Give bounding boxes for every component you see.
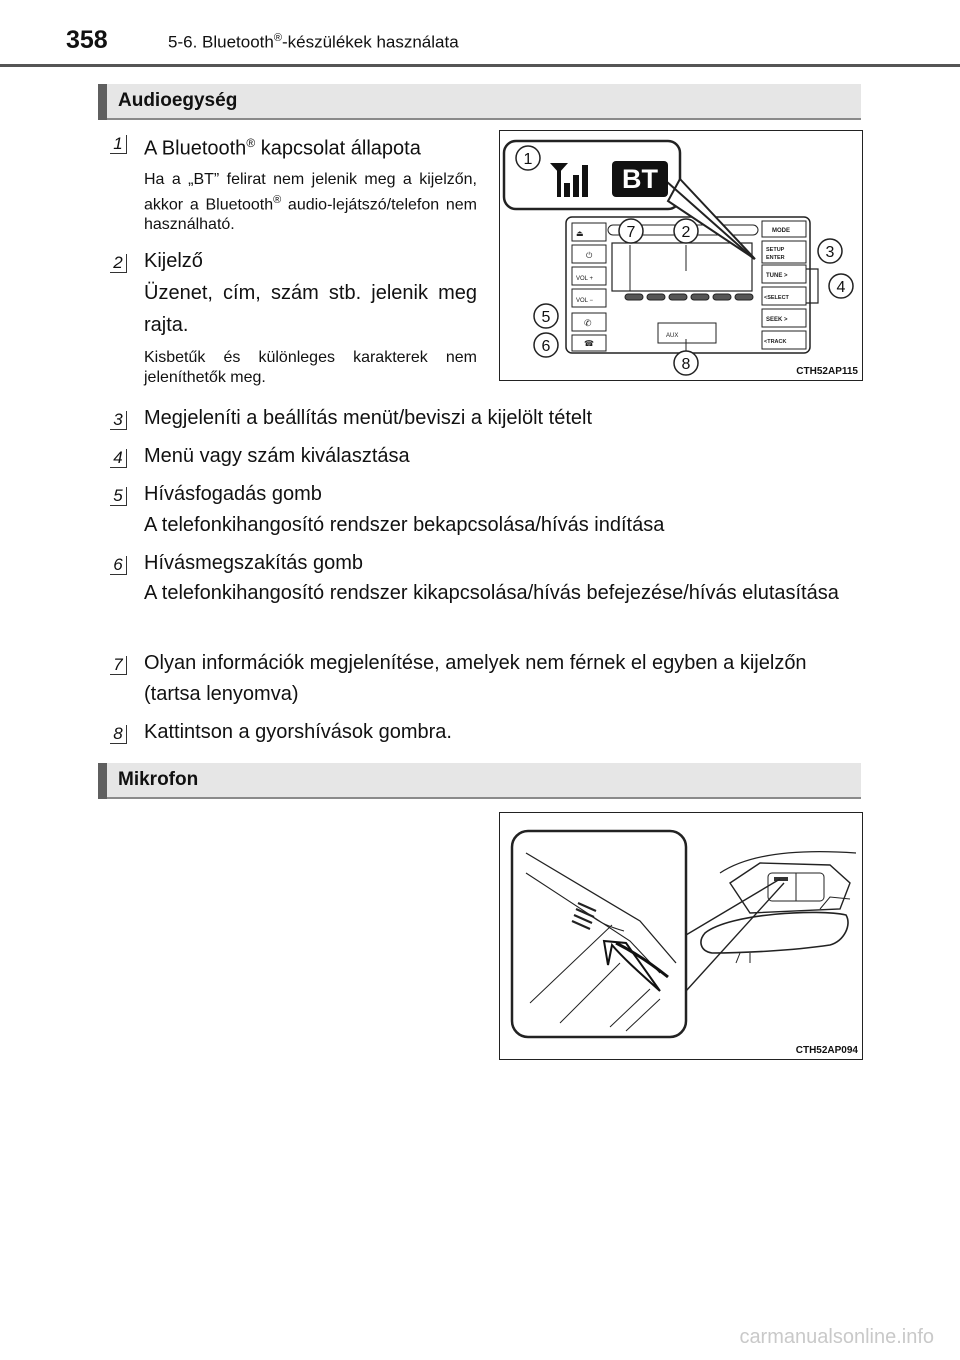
svg-text:VOL +: VOL +: [576, 276, 593, 282]
item-title: Olyan információk megjelenítése, amelyek nem férnek el egyben a kijelzőn (tartsa lenyomva): [144, 652, 807, 705]
svg-text:5: 5: [541, 309, 551, 326]
svg-text:1: 1: [523, 151, 533, 168]
figure-code: CTH52AP094: [795, 1045, 858, 1056]
svg-text:VOL −: VOL −: [576, 298, 593, 304]
watermark: carmanualsonline.info: [739, 1326, 934, 1348]
svg-text:MODE: MODE: [772, 228, 790, 234]
section-header-audio: [98, 84, 861, 120]
section-title: Audioegység: [118, 90, 238, 111]
item-number: 5: [110, 487, 127, 506]
item-title: Kattintson a gyorshívások gombra.: [144, 721, 452, 743]
svg-text:8: 8: [681, 356, 691, 373]
item-number: 7: [110, 656, 127, 675]
item-number: 2: [110, 254, 127, 273]
svg-text:3: 3: [825, 244, 835, 261]
svg-text:✆: ✆: [584, 318, 592, 328]
svg-text:<TRACK: <TRACK: [764, 339, 787, 345]
svg-text:4: 4: [836, 279, 846, 296]
svg-text:<SELECT: <SELECT: [764, 295, 789, 301]
svg-text:⏏: ⏏: [576, 229, 584, 238]
svg-text:2: 2: [681, 224, 691, 241]
page-number: 358: [66, 26, 108, 54]
svg-text:SEEK >: SEEK >: [766, 317, 788, 323]
chapter-title: 5-6. Bluetooth®-készülékek használata: [168, 32, 459, 52]
item-note: Ha a „BT” felirat nem jelenik meg a kijelzőn, akkor a Bluetooth® audio-lejátszó/telefon nem használható.: [144, 171, 477, 234]
section-accent: [98, 84, 107, 120]
svg-text:AUX: AUX: [666, 333, 679, 339]
svg-text:SETUP: SETUP: [766, 247, 785, 253]
svg-text:7: 7: [626, 224, 636, 241]
svg-text:TUNE >: TUNE >: [766, 273, 788, 279]
svg-text:⏻: ⏻: [586, 251, 593, 260]
item-number: 6: [110, 556, 127, 575]
header-rule: [0, 64, 960, 67]
item-title: Hívásfogadás gomb: [144, 483, 322, 505]
item-title: A Bluetooth® kapcsolat állapota: [144, 136, 421, 160]
item-description: Üzenet, cím, szám stb. jelenik meg rajta.: [144, 282, 477, 336]
item-note: Kisbetűk és különleges karakterek nem jeleníthetők meg.: [144, 349, 477, 386]
audio-unit-figure: [499, 130, 863, 381]
item-title: Menü vagy szám kiválasztása: [144, 445, 410, 467]
item-description: A telefonkihangosító rendszer bekapcsolása/hívás indítása: [144, 514, 665, 536]
microphone-figure: [499, 812, 863, 1060]
section-title: Mikrofon: [118, 769, 199, 790]
section-accent: [98, 763, 107, 799]
item-title: Megjeleníti a beállítás menüt/beviszi a kijelölt tételt: [144, 407, 593, 429]
svg-text:☎: ☎: [584, 339, 594, 348]
figure-code: CTH52AP115: [796, 366, 858, 377]
microphone-illustration: [500, 813, 862, 1059]
svg-text:BT: BT: [622, 164, 658, 194]
svg-text:6: 6: [541, 338, 551, 355]
section-header-mic: [98, 763, 861, 799]
item-title: Hívásmegszakítás gomb: [144, 552, 363, 574]
item-number: 1: [110, 135, 127, 154]
svg-text:ENTER: ENTER: [766, 255, 785, 261]
item-description: A telefonkihangosító rendszer kikapcsolása/hívás befejezése/hívás elutasítása: [144, 582, 839, 604]
item-number: 8: [110, 725, 127, 744]
item-number: 4: [110, 449, 127, 468]
item-number: 3: [110, 411, 127, 430]
audio-unit-illustration: [500, 131, 862, 380]
item-title: Kijelző: [144, 250, 203, 272]
